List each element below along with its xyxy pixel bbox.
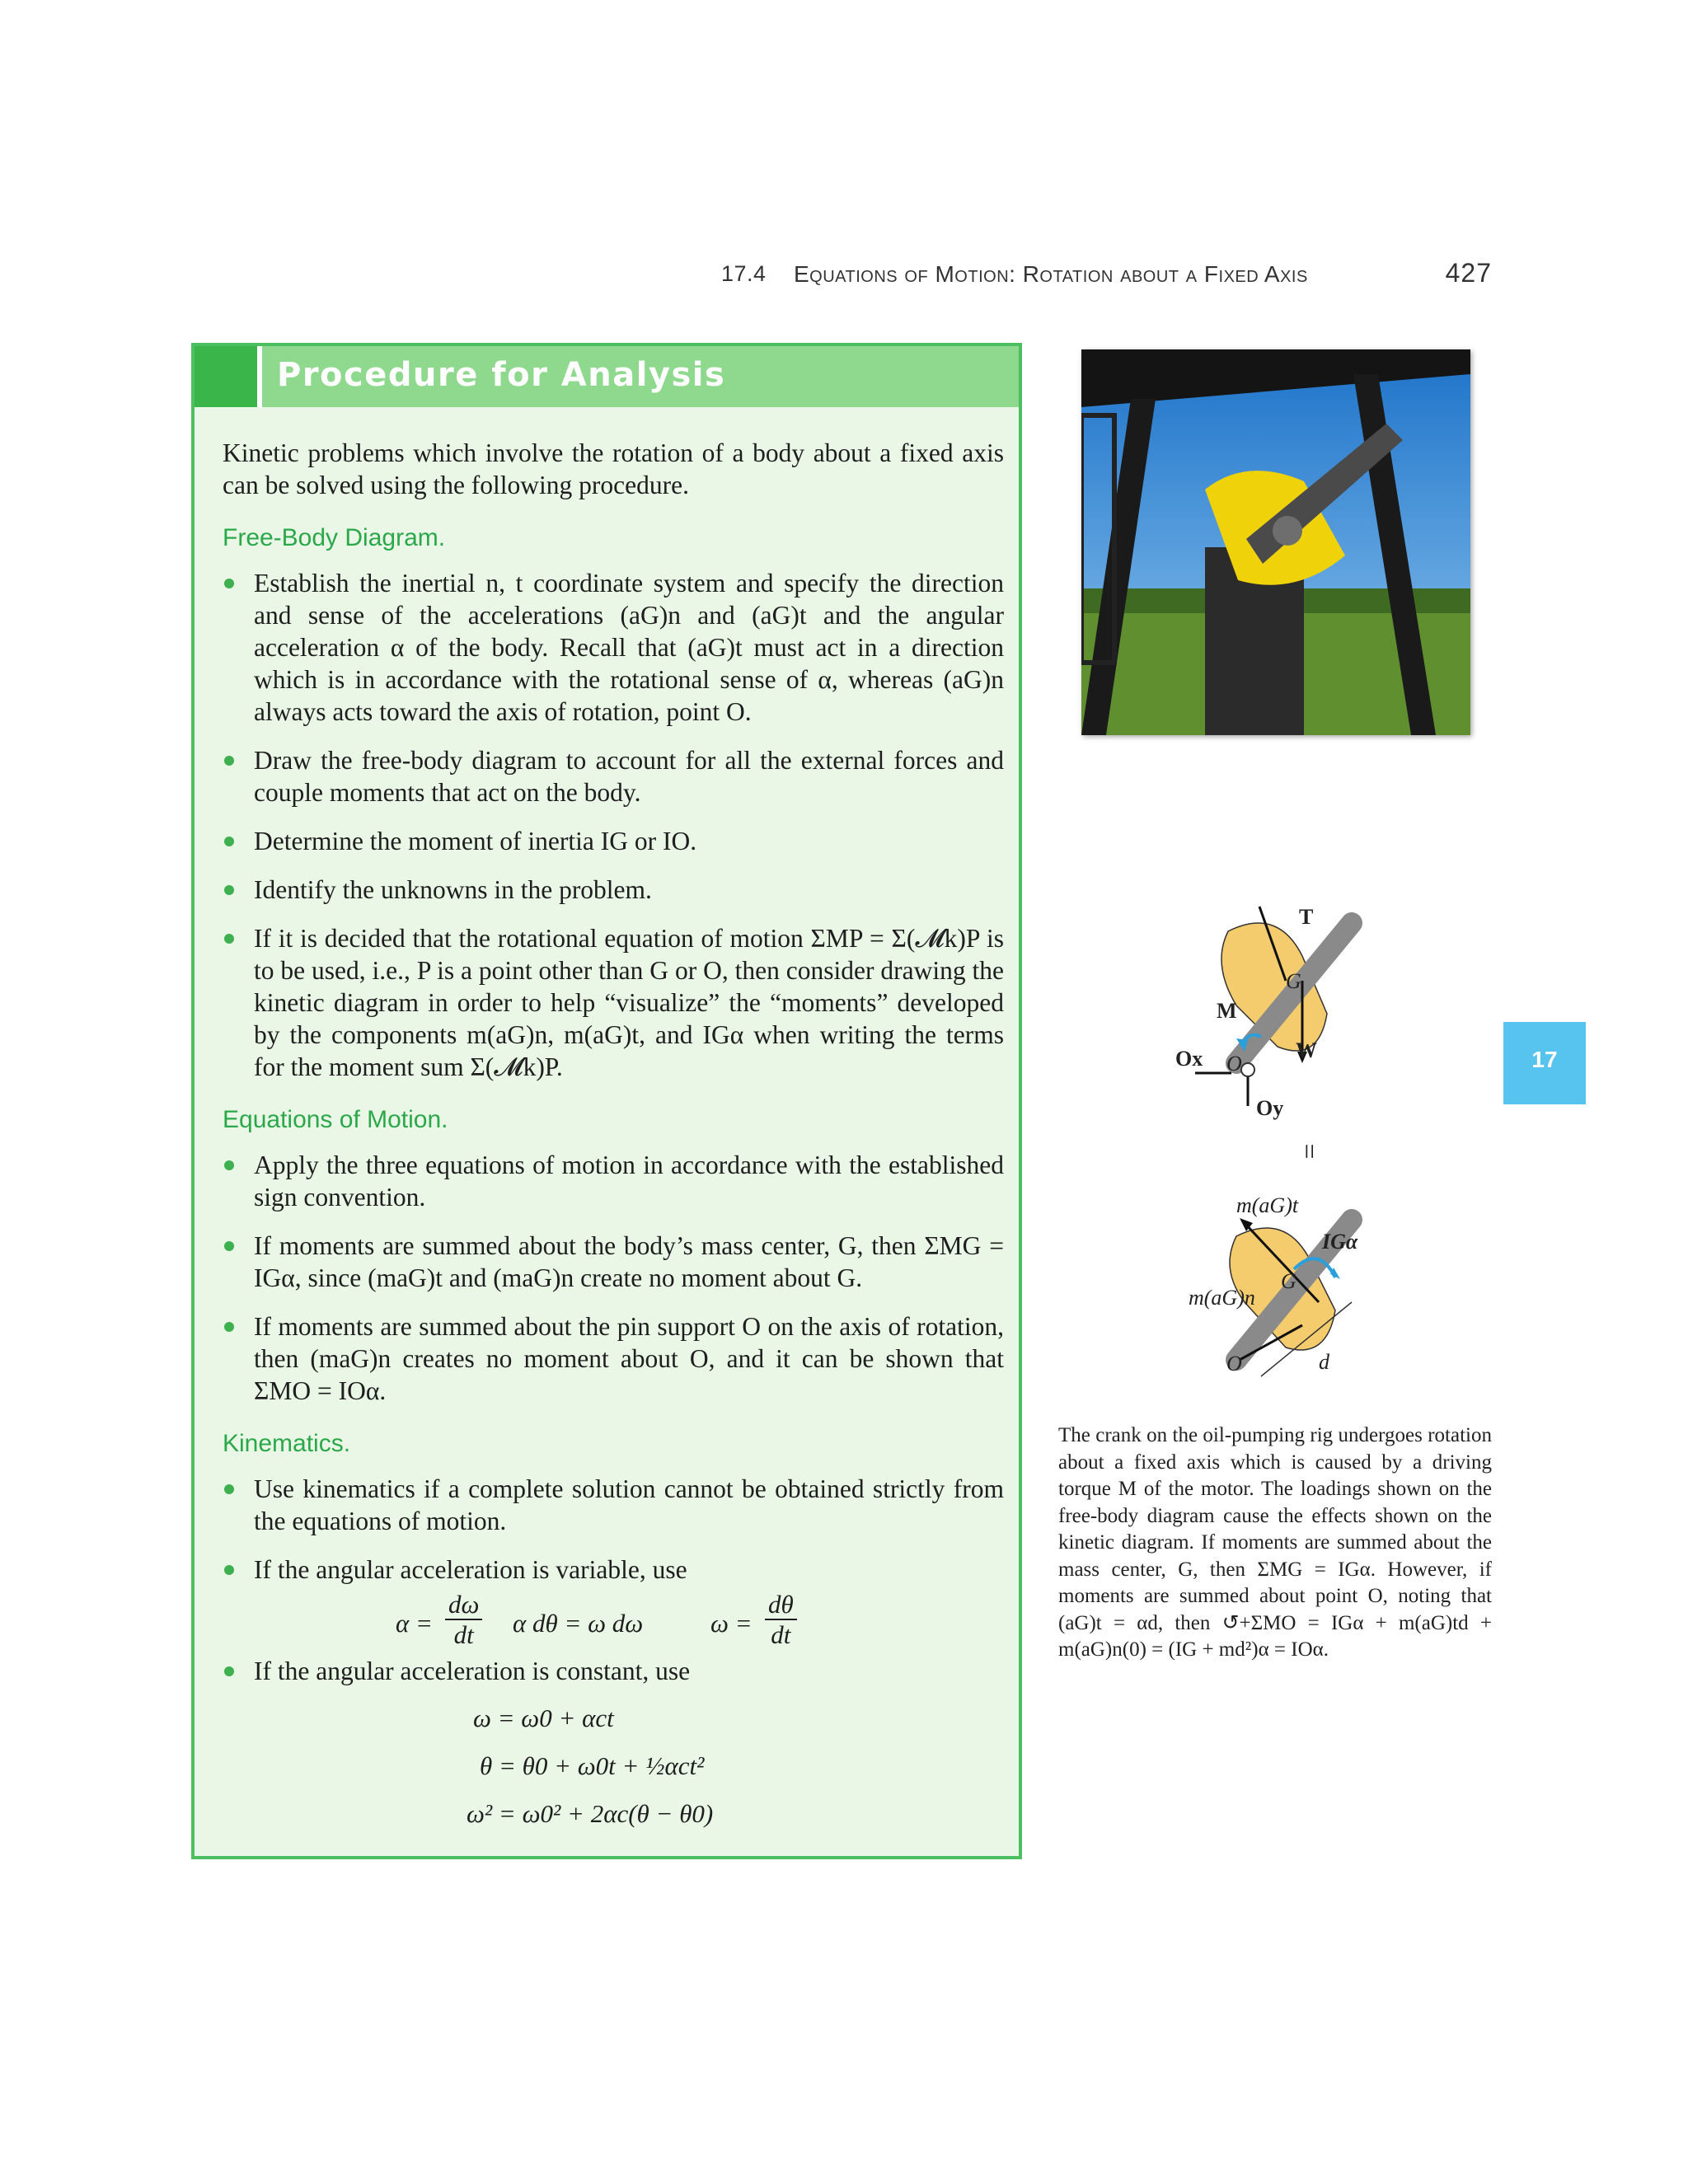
oil-rig-photo [1081,349,1470,735]
bullet-icon [224,1484,234,1494]
eom-heading: Equations of Motion. [223,1106,448,1133]
omega-fraction [765,1591,797,1650]
equation-line: θ = θ0 + ω0t + ½αct² [480,1751,705,1780]
list-item: If moments are summed about the pin support O on the axis of rotation, then (maG)n creates no moment about O, and it can be shown that ΣMO = IOα. [223,1310,1004,1407]
label-O: O [1226,1052,1242,1076]
intro-paragraph: Kinetic problems which involve the rotation of a body about a fixed axis can be solved using the following procedure. [223,438,1004,499]
bullet-icon [224,1565,234,1575]
alpha-numerator: dω [445,1591,482,1620]
variable-acceleration-equations [223,1586,1004,1655]
label-m-aGt: m(aG)t [1236,1193,1299,1217]
header-tab [195,346,257,407]
list-item: Use kinematics if a complete solution cannot be obtained strictly from the equations of motion. [223,1473,1004,1537]
list-item: Identify the unknowns in the problem. [223,874,1004,906]
list-item: Establish the inertial n, t coordinate system and specify the direction and sense of the accelerations (aG)n and (aG)t and the angular acceleration α of the body. Recall that (aG)t must act in a direction which is in accordance with the rotational sense of α, whereas (aG)n always acts toward the axis of rotation, point O. [223,567,1004,728]
middle-equation: α dθ = ω dω [513,1609,644,1638]
procedure-title: Procedure for Analysis [277,356,726,394]
fbd-drawing [1162,890,1409,1137]
equals-symbol: = [1293,1143,1325,1160]
omega-denominator: dt [771,1620,791,1649]
label-M: M [1217,999,1237,1023]
free-body-diagram [1162,890,1409,1137]
alpha-lhs: α = [396,1609,433,1638]
bullet-icon [224,756,234,766]
alpha-fraction [445,1591,482,1650]
kinetic-diagram [1170,1187,1418,1393]
constant-acceleration-equations [223,1687,1004,1835]
section-title: Equations of Motion: Rotation about a Fixed Axis [794,261,1308,287]
omega-lhs: ω = [710,1609,753,1638]
page-number: 427 [1445,258,1492,288]
bullet-icon [224,1241,234,1251]
bullet-icon [224,934,234,944]
figure-caption: The crank on the oil-pumping rig undergoes rotation about a fixed axis which is caused by a driving torque M of the motor. The loadings shown on the free-body diagram cause the effects shown on the kinetic diagram. If moments are summed about the mass center, G, then ΣMG = IGα. However, if moments are summed about point O, noting that (aG)t = αd, then ↺+ΣMO = IGα + m(aG)td + m(aG)n(0) = (IG + md²)α = IOα. [1058,1424,1492,1661]
label-d: d [1319,1350,1329,1374]
header-divider [257,346,262,407]
list-item: If it is decided that the rotational equation of motion ΣMP = Σ(𝓜k)P is to be used, i.e., P is a point other than G or O, then consider drawing the kinetic diagram in order to help “visualize” the “moments” developed by the components m(aG)n, m(aG)t, and IGα when writing the terms for the moment sum Σ(𝓜k)P. [223,922,1004,1083]
section-number: 17.4 [721,261,767,286]
bullet-icon [224,1322,234,1332]
list-item: If moments are summed about the body’s mass center, G, then ΣMG = IGα, since (maG)t and (maG)n create no moment about G. [223,1230,1004,1294]
procedure-header [195,346,1019,407]
list-item: Draw the free-body diagram to account for all the external forces and couple moments that act on the body. [223,744,1004,808]
bullet-icon [224,1160,234,1170]
label-T: T [1299,905,1314,929]
fbd-heading: Free-Body Diagram. [223,524,446,551]
label-W: W [1296,1038,1317,1062]
list-item: If the angular acceleration is variable, use [223,1554,1004,1586]
label-O: O [1226,1352,1242,1376]
list-item: Determine the moment of inertia IG or IO. [223,825,1004,857]
equation-line: ω² = ω0² + 2αc(θ − θ0) [467,1799,714,1828]
chapter-tab [1503,1022,1586,1104]
photo-illustration [1081,349,1470,735]
list-item: If the angular acceleration is constant, use [223,1655,1004,1687]
label-m-aGn: m(aG)n [1189,1286,1255,1310]
label-Ox: Ox [1175,1047,1203,1071]
label-G: G [1286,969,1301,993]
bullet-icon [224,837,234,846]
omega-numerator: dθ [765,1591,797,1620]
alpha-denominator: dt [453,1620,474,1649]
procedure-box [191,343,1022,1859]
chapter-number: 17 [1531,1047,1558,1072]
equals-sign [1293,1136,1325,1172]
equation-line: ω = ω0 + αct [473,1704,614,1732]
bullet-icon [224,579,234,588]
bullet-icon [224,885,234,895]
list-item: Apply the three equations of motion in accordance with the established sign convention. [223,1149,1004,1213]
label-Oy: Oy [1256,1096,1284,1120]
label-G: G [1281,1269,1296,1293]
bullet-icon [224,1666,234,1676]
label-IG-alpha: IGα [1322,1230,1358,1254]
procedure-content [223,437,1004,1835]
running-head [721,258,1492,293]
kinematics-heading: Kinematics. [223,1430,351,1457]
